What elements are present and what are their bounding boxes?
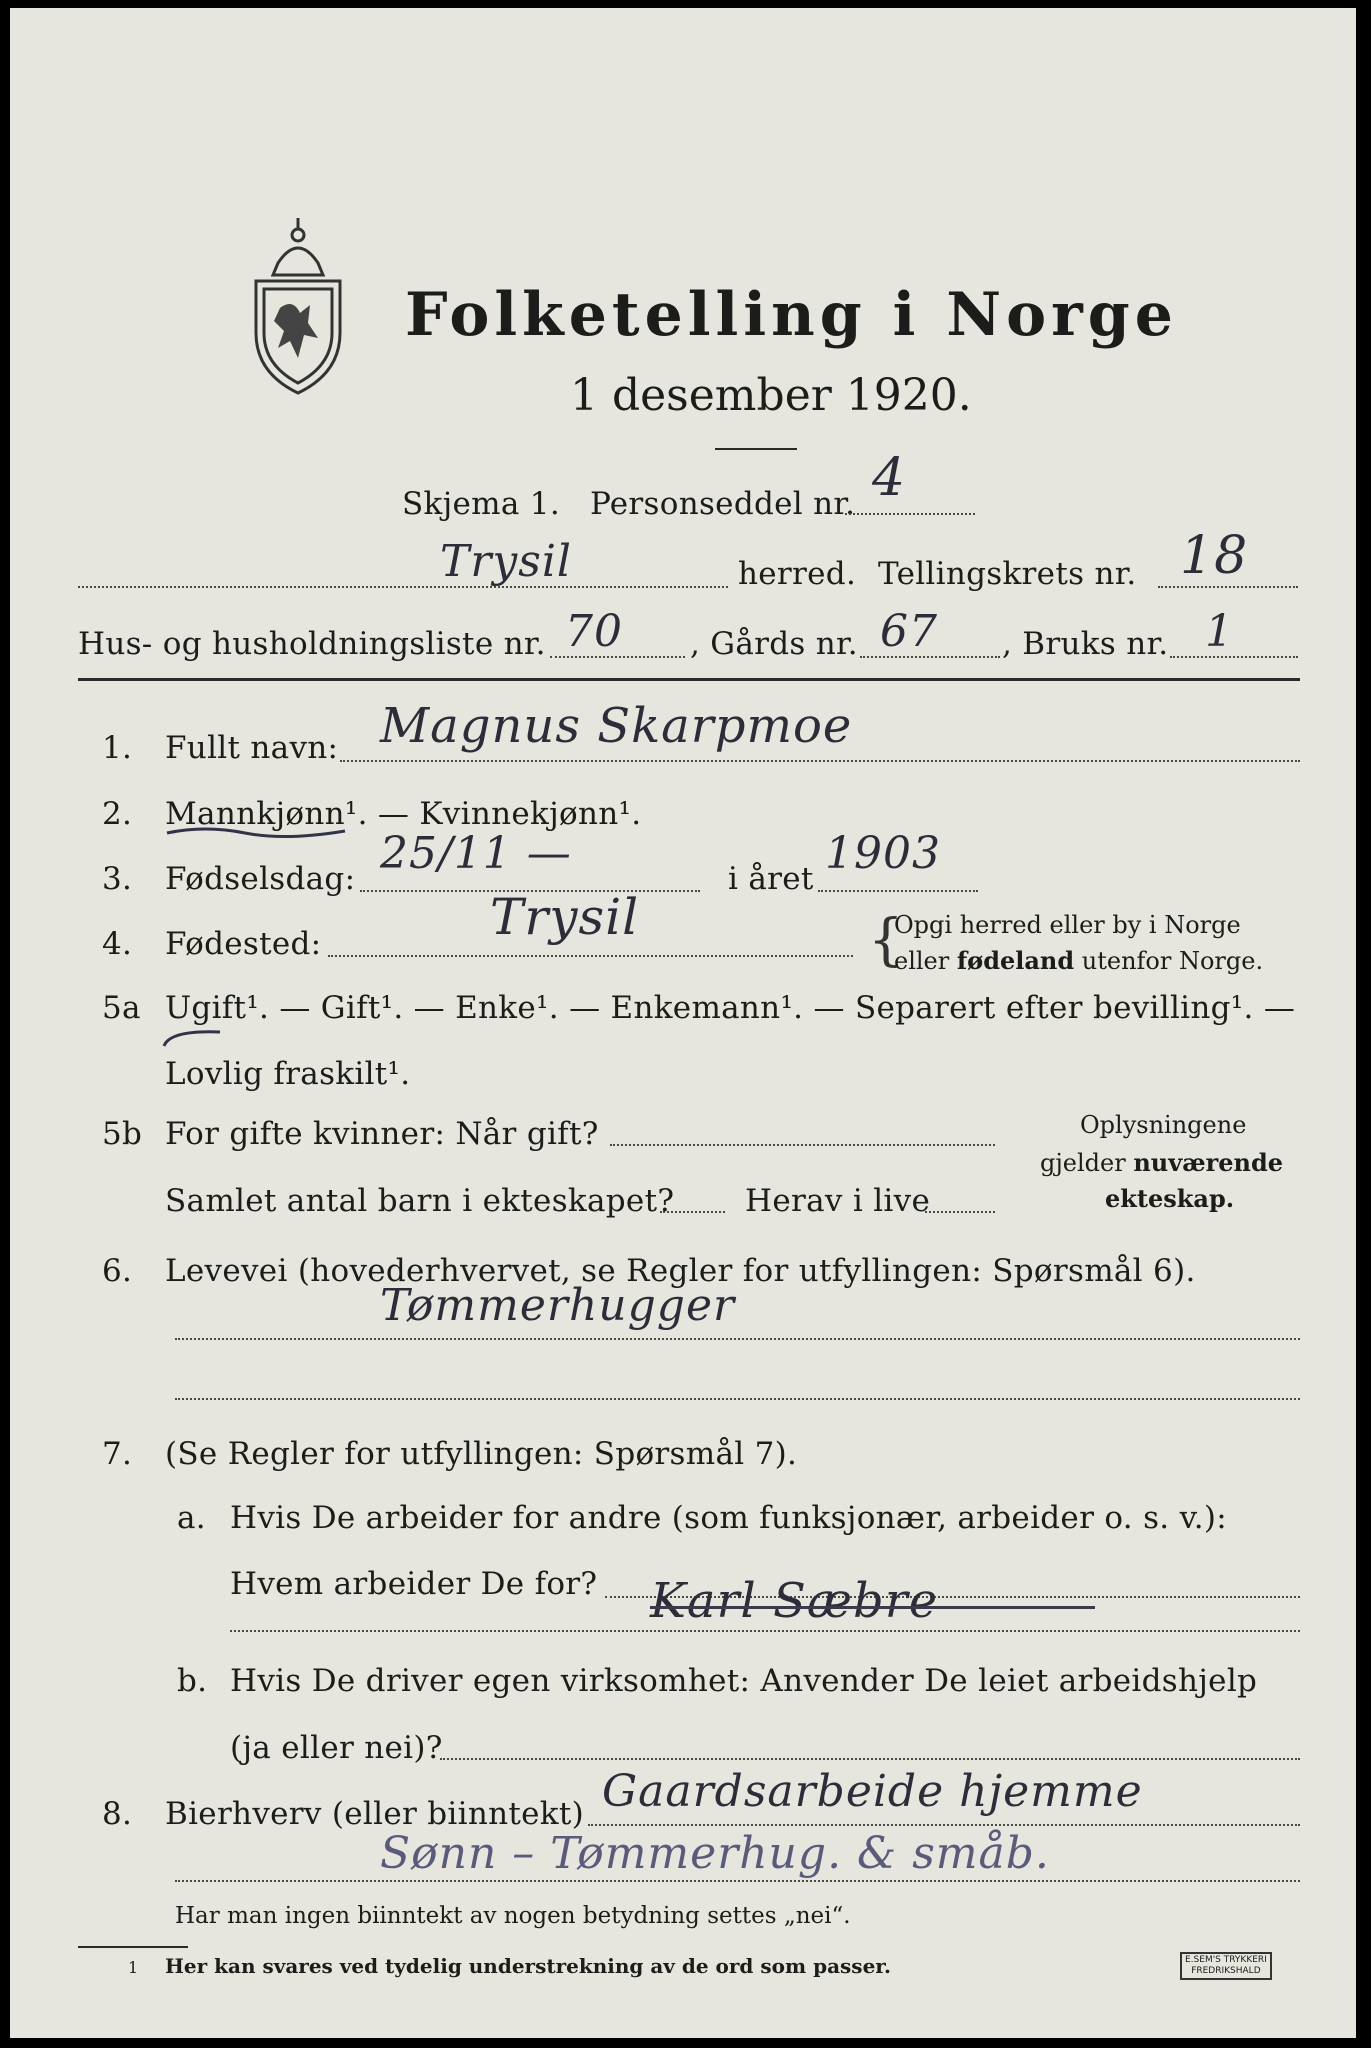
title-divider — [715, 448, 797, 450]
full-name-value: Magnus Skarpmoe — [380, 698, 853, 754]
q6-label: Levevei (hovederhvervet, se Regler for utfyllingen: Spørsmål 6). — [165, 1253, 1196, 1289]
employer-strike-mark — [650, 1606, 1095, 1609]
q4-number: 4. — [102, 926, 133, 962]
q3-label: Fødselsdag: — [165, 861, 356, 897]
printer-stamp: E.SEM'S TRYKKERI FREDRIKSHALD — [1180, 1952, 1272, 1980]
employer-field-2[interactable] — [230, 1630, 1300, 1632]
form-title: Folketelling i Norge — [405, 280, 1178, 350]
birthplace-note-1: Opgi herred eller by i Norge — [894, 911, 1241, 939]
personseddel-value: 4 — [872, 448, 907, 508]
married-note-2: gjelder nuværende — [1040, 1148, 1284, 1177]
tellingskrets-field[interactable] — [1158, 586, 1298, 588]
q7-label: (Se Regler for utfyllingen: Spørsmål 7). — [165, 1436, 798, 1472]
herred-value: Trysil — [440, 536, 572, 587]
header-divider — [78, 678, 1300, 681]
q4-label: Fødested: — [165, 926, 322, 962]
alive-field[interactable] — [925, 1211, 995, 1213]
married-when-label: For gifte kvinner: Når gift? — [165, 1116, 599, 1152]
gards-label: , Gårds nr. — [690, 626, 858, 662]
side-income-value-1: Gaardsarbeide hjemme — [602, 1766, 1143, 1817]
children-label: Samlet antal barn i ekteskapet? — [165, 1183, 675, 1219]
form-date: 1 desember 1920. — [570, 370, 972, 421]
gender-underline-mark — [165, 823, 350, 841]
birth-year-value: 1903 — [825, 828, 941, 879]
side-income-value-2: Sønn – Tømmerhug. & småb. — [380, 1828, 1050, 1879]
year-label: i året — [728, 861, 814, 897]
married-note-3: ekteskap. — [1105, 1184, 1235, 1213]
personseddel-label: Personseddel nr. — [590, 486, 856, 522]
coat-of-arms-icon — [238, 213, 358, 398]
married-when-field[interactable] — [610, 1144, 995, 1146]
birthday-value: 25/11 — — [380, 828, 572, 879]
alive-label: Herav i live — [745, 1183, 931, 1219]
census-form — [10, 8, 1356, 2038]
employer-label: Hvem arbeider De for? — [230, 1566, 598, 1602]
bruks-label: , Bruks nr. — [1002, 626, 1169, 662]
gender-options[interactable]: Mannkjønn¹. — Kvinnekjønn¹. — [165, 796, 642, 832]
q1-number: 1. — [102, 730, 133, 766]
birthplace-note-2: eller fødeland utenfor Norge. — [894, 946, 1264, 975]
marital-options[interactable]: Ugift¹. — Gift¹. — Enke¹. — Enkemann¹. — Separert efter bevilling¹. — — [165, 990, 1296, 1026]
birth-year-field[interactable] — [818, 890, 978, 892]
q7a-text: Hvis De arbeider for andre (som funksjonær, arbeider o. s. v.): — [230, 1500, 1228, 1536]
footnote-number: 1 — [128, 1958, 139, 1977]
herred-label: herred. — [738, 556, 857, 592]
q5b-number: 5b — [102, 1116, 143, 1152]
q5a-number: 5a — [102, 990, 141, 1026]
children-field[interactable] — [660, 1211, 725, 1213]
side-income-field[interactable] — [588, 1824, 1300, 1826]
q8-label: Bierhverv (eller biinntekt) — [165, 1796, 585, 1832]
married-note-1: Oplysningene — [1080, 1111, 1247, 1139]
tellingskrets-label: Tellingskrets nr. — [878, 556, 1137, 592]
full-name-field[interactable] — [340, 760, 1300, 762]
q6-number: 6. — [102, 1253, 133, 1289]
occupation-value: Tømmerhugger — [380, 1280, 736, 1331]
bruks-value: 1 — [1205, 606, 1234, 657]
marital-underline-mark — [160, 1026, 240, 1052]
q8-number: 8. — [102, 1796, 133, 1832]
hus-label: Hus- og husholdningsliste nr. — [78, 626, 546, 662]
personseddel-field[interactable] — [845, 513, 975, 515]
hus-value: 70 — [565, 606, 623, 657]
herred-field[interactable] — [78, 586, 728, 588]
side-income-field-2[interactable] — [175, 1880, 1300, 1882]
q1-label: Fullt navn: — [165, 730, 339, 766]
birthplace-value: Trysil — [490, 888, 640, 946]
occupation-field-2[interactable] — [175, 1398, 1300, 1400]
tellingskrets-value: 18 — [1180, 526, 1249, 586]
no-income-note: Har man ingen biinntekt av nogen betydning settes „nei“. — [175, 1903, 851, 1929]
q3-number: 3. — [102, 861, 133, 897]
q7b-text: Hvis De driver egen virksomhet: Anvender De leiet arbeidshjelp — [230, 1663, 1258, 1699]
q7b-number: b. — [177, 1663, 208, 1699]
hired-help-field[interactable] — [440, 1758, 1300, 1760]
q2-number: 2. — [102, 796, 133, 832]
q7a-number: a. — [177, 1500, 206, 1536]
marital-options-2[interactable]: Lovlig fraskilt¹. — [165, 1056, 411, 1092]
bruks-field[interactable] — [1170, 656, 1298, 658]
hired-help-label: (ja eller nei)? — [230, 1730, 443, 1766]
employer-value: Karl Sæbre — [650, 1573, 939, 1629]
footnote-text: Her kan svares ved tydelig understrekning av de ord som passer. — [165, 1954, 891, 1978]
birthplace-field[interactable] — [328, 955, 853, 957]
brace-icon: { — [868, 908, 904, 973]
gards-value: 67 — [880, 606, 938, 657]
occupation-field[interactable] — [175, 1338, 1300, 1340]
skjema-label: Skjema 1. — [402, 486, 560, 522]
footnote-divider — [78, 1946, 188, 1948]
q7-number: 7. — [102, 1436, 133, 1472]
